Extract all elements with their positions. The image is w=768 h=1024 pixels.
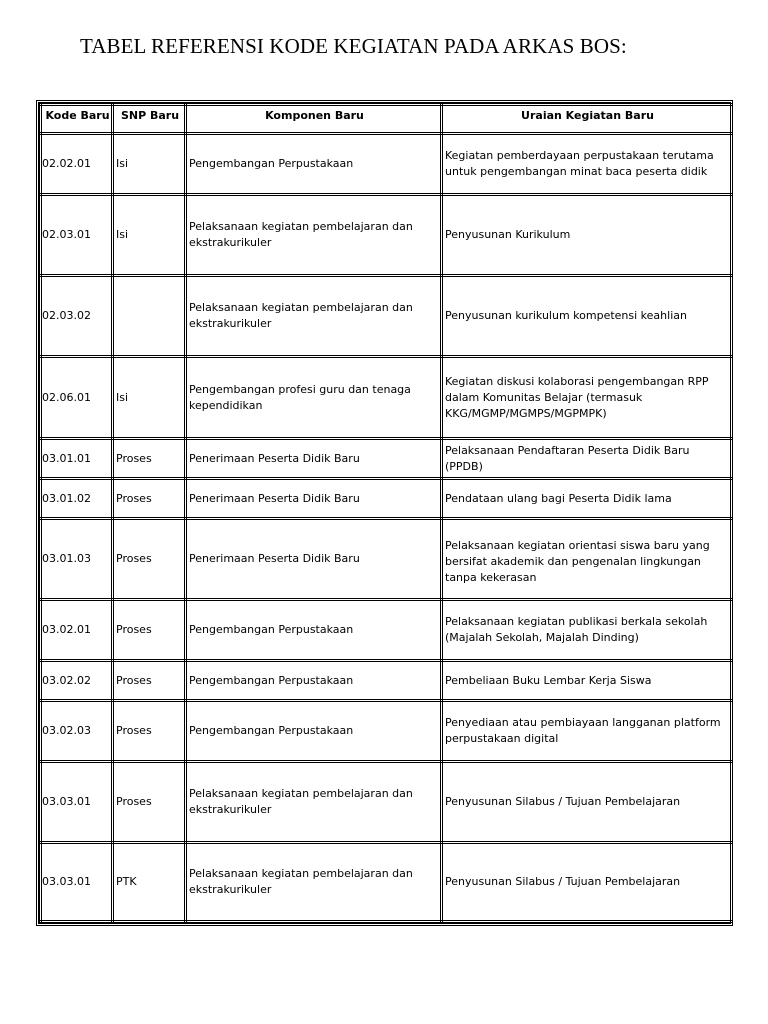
cell-uraian: Penyusunan Silabus / Tujuan Pembelajaran bbox=[442, 843, 732, 922]
cell-snp: Proses bbox=[113, 701, 186, 762]
table-row bbox=[41, 600, 732, 661]
cell-komponen: Pengembangan profesi guru dan tenaga kependidikan bbox=[186, 357, 442, 439]
cell-uraian: Pembeliaan Buku Lembar Kerja Siswa bbox=[442, 661, 732, 701]
cell-snp: Proses bbox=[113, 439, 186, 479]
cell-komponen: Penerimaan Peserta Didik Baru bbox=[186, 439, 442, 479]
cell-komponen: Penerimaan Peserta Didik Baru bbox=[186, 519, 442, 600]
table-row bbox=[41, 762, 732, 843]
activity-code-table bbox=[39, 103, 733, 923]
cell-kode: 02.03.02 bbox=[41, 276, 113, 357]
cell-kode: 02.06.01 bbox=[41, 357, 113, 439]
cell-snp: Proses bbox=[113, 519, 186, 600]
table-row bbox=[41, 843, 732, 922]
cell-kode: 03.01.02 bbox=[41, 479, 113, 519]
cell-snp: Isi bbox=[113, 357, 186, 439]
cell-snp: Isi bbox=[113, 195, 186, 276]
table-header-row bbox=[41, 105, 732, 134]
cell-kode: 03.02.01 bbox=[41, 600, 113, 661]
cell-komponen: Pelaksanaan kegiatan pembelajaran dan ekstrakurikuler bbox=[186, 843, 442, 922]
cell-kode: 03.03.01 bbox=[41, 843, 113, 922]
cell-uraian: Kegiatan pemberdayaan perpustakaan terutama untuk pengembangan minat baca peserta didik bbox=[442, 134, 732, 195]
cell-komponen: Pengembangan Perpustakaan bbox=[186, 134, 442, 195]
cell-snp: Proses bbox=[113, 661, 186, 701]
cell-komponen: Pelaksanaan kegiatan pembelajaran dan ekstrakurikuler bbox=[186, 762, 442, 843]
cell-komponen: Pelaksanaan kegiatan pembelajaran dan ekstrakurikuler bbox=[186, 195, 442, 276]
cell-uraian: Penyusunan kurikulum kompetensi keahlian bbox=[442, 276, 732, 357]
cell-komponen: Pengembangan Perpustakaan bbox=[186, 701, 442, 762]
cell-uraian: Penyediaan atau pembiayaan langganan platform perpustakaan digital bbox=[442, 701, 732, 762]
table-row bbox=[41, 439, 732, 479]
table-row bbox=[41, 519, 732, 600]
cell-kode: 03.02.03 bbox=[41, 701, 113, 762]
page-title: TABEL REFERENSI KODE KEGIATAN PADA ARKAS BOS: bbox=[80, 34, 627, 58]
cell-kode: 03.03.01 bbox=[41, 762, 113, 843]
cell-kode: 03.01.03 bbox=[41, 519, 113, 600]
cell-komponen: Pengembangan Perpustakaan bbox=[186, 661, 442, 701]
table-row bbox=[41, 134, 732, 195]
cell-uraian: Pelaksanaan kegiatan orientasi siswa baru yang bersifat akademik dan pengenalan lingkungan tanpa kekerasan bbox=[442, 519, 732, 600]
cell-snp: Proses bbox=[113, 479, 186, 519]
cell-kode: 02.02.01 bbox=[41, 134, 113, 195]
header-komponen-baru: Komponen Baru bbox=[186, 105, 442, 134]
cell-komponen: Pengembangan Perpustakaan bbox=[186, 600, 442, 661]
table-row bbox=[41, 276, 732, 357]
header-uraian-kegiatan-baru: Uraian Kegiatan Baru bbox=[442, 105, 732, 134]
table-row bbox=[41, 701, 732, 762]
cell-kode: 03.02.02 bbox=[41, 661, 113, 701]
cell-uraian: Pelaksanaan Pendaftaran Peserta Didik Baru (PPDB) bbox=[442, 439, 732, 479]
cell-snp: Proses bbox=[113, 600, 186, 661]
table-row bbox=[41, 661, 732, 701]
cell-uraian: Kegiatan diskusi kolaborasi pengembangan RPP dalam Komunitas Belajar (termasuk KKG/MGMP/MGMPS/MGPMPK) bbox=[442, 357, 732, 439]
table-row bbox=[41, 357, 732, 439]
cell-snp: PTK bbox=[113, 843, 186, 922]
cell-snp: Proses bbox=[113, 762, 186, 843]
cell-komponen: Penerimaan Peserta Didik Baru bbox=[186, 479, 442, 519]
cell-komponen: Pelaksanaan kegiatan pembelajaran dan ekstrakurikuler bbox=[186, 276, 442, 357]
cell-uraian: Pelaksanaan kegiatan publikasi berkala sekolah (Majalah Sekolah, Majalah Dinding) bbox=[442, 600, 732, 661]
cell-uraian: Penyusunan Silabus / Tujuan Pembelajaran bbox=[442, 762, 732, 843]
cell-kode: 02.03.01 bbox=[41, 195, 113, 276]
cell-snp bbox=[113, 276, 186, 357]
cell-kode: 03.01.01 bbox=[41, 439, 113, 479]
cell-snp: Isi bbox=[113, 134, 186, 195]
table-row bbox=[41, 195, 732, 276]
reference-table bbox=[36, 100, 733, 926]
table-row bbox=[41, 479, 732, 519]
cell-uraian: Pendataan ulang bagi Peserta Didik lama bbox=[442, 479, 732, 519]
cell-uraian: Penyusunan Kurikulum bbox=[442, 195, 732, 276]
header-snp-baru: SNP Baru bbox=[113, 105, 186, 134]
header-kode-baru: Kode Baru bbox=[41, 105, 113, 134]
